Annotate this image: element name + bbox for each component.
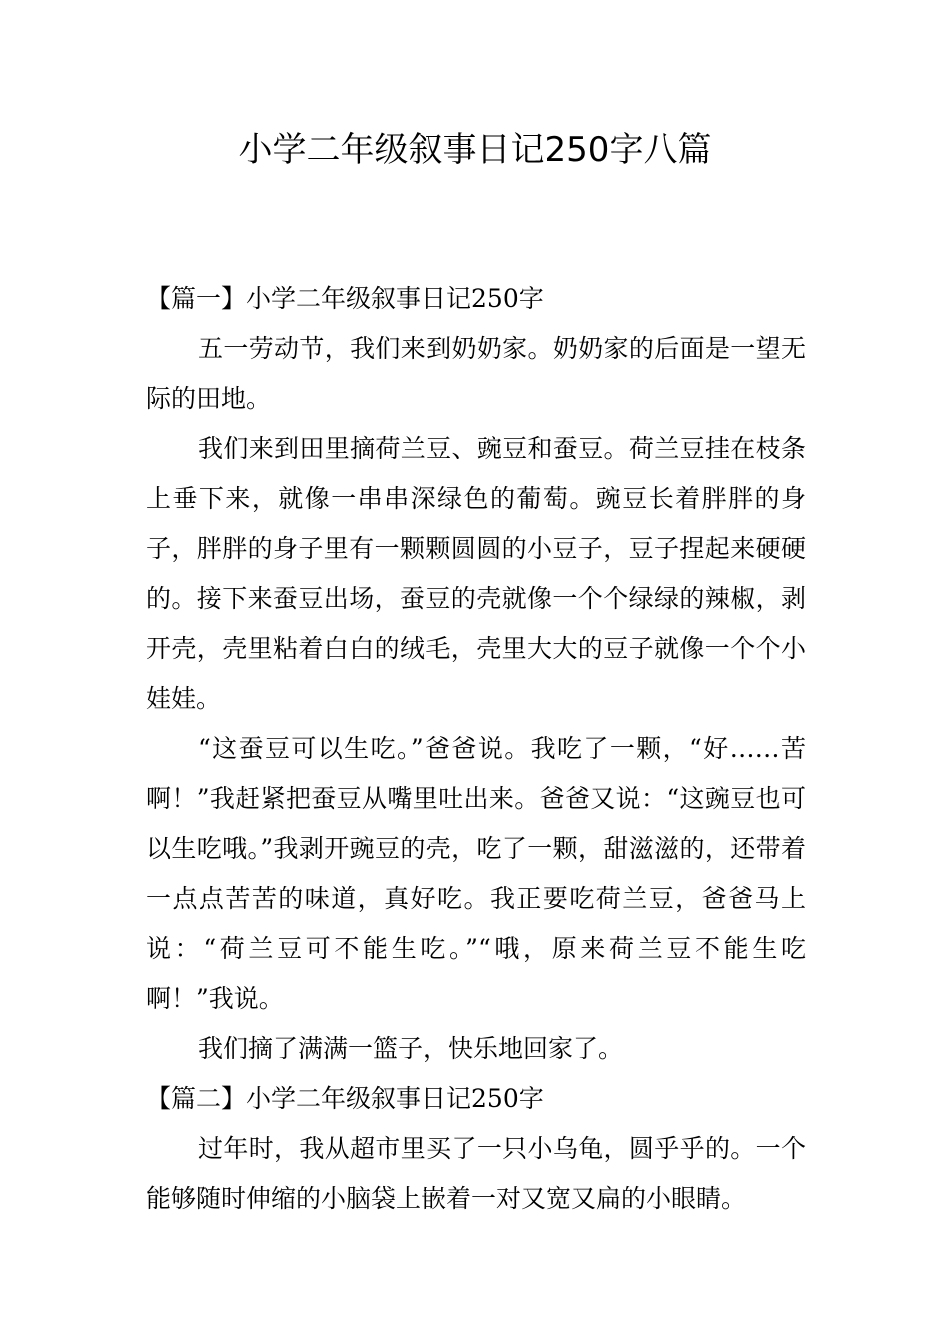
paragraph: 过年时，我从超市里买了一只小乌龟，圆乎乎的。一个能够随时伸缩的小脑袋上嵌着一对又宽又扁的小眼睛。 — [146, 1134, 806, 1213]
paragraph: 我们摘了满满一篮子，快乐地回家了。 — [198, 1034, 624, 1063]
paragraph: 五一劳动节，我们来到奶奶家。奶奶家的后面是一望无际的田地。 — [146, 334, 806, 413]
document-title: 小学二年级叙事日记250字八篇 — [238, 130, 712, 170]
paragraph: 我们来到田里摘荷兰豆、豌豆和蚕豆。荷兰豆挂在枝条上垂下来，就像一串串深绿色的葡萄。豌豆长着胖胖的身子，胖胖的身子里有一颗颗圆圆的小豆子，豆子捏起来硬硬的。接下来蚕豆出场，蚕豆的壳就像一个个绿绿的辣椒，剥开壳，壳里粘着白白的绒毛，壳里大大的豆子就像一个个小娃娃。 — [146, 434, 806, 713]
section-heading: 【篇二】小学二年级叙事日记250字 — [146, 1084, 544, 1113]
section-heading: 【篇一】小学二年级叙事日记250字 — [146, 284, 544, 313]
document-body — [146, 274, 806, 1224]
paragraph: “这蚕豆可以生吃。”爸爸说。我吃了一颗，“好……苦啊！”我赶紧把蚕豆从嘴里吐出来。爸爸又说：“这豌豆也可以生吃哦。”我剥开豌豆的壳，吃了一颗，甜滋滋的，还带着一点点苦苦的味道，真好吃。我正要吃荷兰豆，爸爸马上说：“荷兰豆可不能生吃。”“哦，原来荷兰豆不能生吃啊！”我说。 — [146, 734, 806, 1013]
